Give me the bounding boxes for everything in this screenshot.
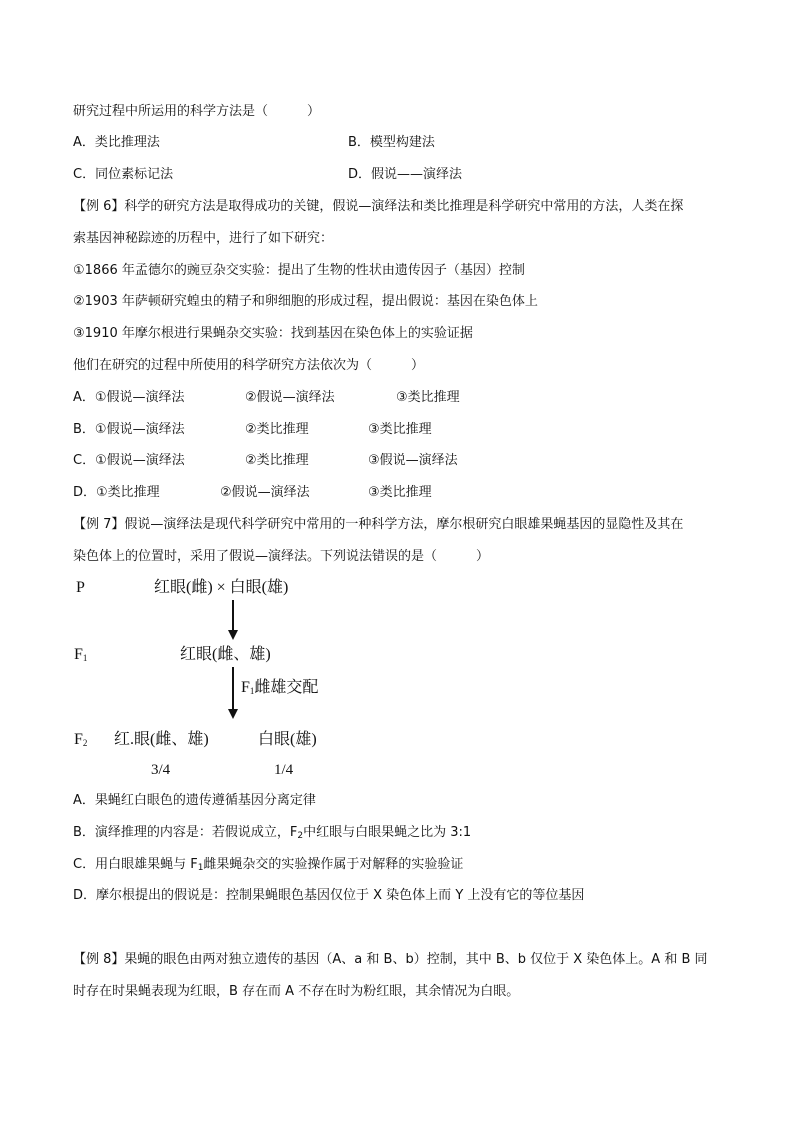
q8-stem-line2: 时存在时果蝇表现为红眼，B 存在而 A 不存在时为粉红眼，其余情况为白眼。: [73, 984, 520, 999]
q6-item-2: ②1903 年萨顿研究蝗虫的精子和卵细胞的形成过程，提出假说：基因在染色体上: [73, 294, 538, 309]
q5-option-a: A．类比推理法: [73, 135, 160, 150]
diagram-p-label: P: [76, 579, 85, 596]
q5-option-b: B．模型构建法: [348, 135, 435, 150]
diagram-f1-text: 红眼(雌、雄): [180, 646, 271, 663]
q6-option-a: A．①假说—演绎法: [73, 390, 185, 405]
q6-stem-line2: 索基因神秘踪迹的历程中，进行了如下研究：: [73, 231, 334, 246]
q7-option-c: C．用白眼雄果蝇与 $F_1$雌果蝇杂交的实验操作属于对解释的实验验证: [73, 857, 464, 873]
diagram-arrow-1-head: [228, 630, 238, 640]
q6-option-c-part2: ②类比推理: [245, 453, 309, 468]
diagram-f1-label: $F_1$: [74, 646, 88, 663]
q6-option-a-part3: ③类比推理: [396, 390, 460, 405]
q7-stem-line1: 【例 7】假说—演绎法是现代科学研究中常用的一种科学方法，摩尔根研究白眼雄果蝇基因的显隐性及其在: [73, 517, 684, 532]
diagram-f2-label: $F_2$: [74, 731, 88, 748]
q5-option-c: C．同位素标记法: [73, 167, 174, 182]
q6-option-d-part3: ③类比推理: [368, 485, 432, 500]
q6-option-d: D．①类比推理: [73, 485, 160, 500]
diagram-arrow-2: [232, 667, 234, 711]
q6-item-1: ①1866 年孟德尔的豌豆杂交实验：提出了生物的性状由遗传因子（基因）控制: [73, 263, 525, 278]
diagram-f2-white: 白眼(雄): [258, 731, 317, 748]
q6-option-d-part2: ②假说—演绎法: [220, 485, 310, 500]
q6-stem-line1: 【例 6】科学的研究方法是取得成功的关键，假说—演绎法和类比推理是科学研究中常用的方法，人类在探: [73, 199, 684, 214]
q6-option-b: B．①假说—演绎法: [73, 422, 185, 437]
q6-item-3: ③1910 年摩尔根进行果蝇杂交实验：找到基因在染色体上的实验证据: [73, 326, 473, 341]
q6-option-c-part3: ③假说—演绎法: [368, 453, 458, 468]
diagram-arrow-1: [232, 600, 234, 632]
q6-option-b-part2: ②类比推理: [245, 422, 309, 437]
diagram-mating-label: $F_1$雌雄交配: [241, 679, 319, 696]
q5-stem: 研究过程中所运用的科学方法是（ ）: [73, 104, 321, 119]
q8-stem-line1: 【例 8】果蝇的眼色由两对独立遗传的基因（A、a 和 B、b）控制，其中 B、b 仅位于 X 染色体上。A 和 B 同: [73, 952, 708, 967]
q7-option-b: B．演绎推理的内容是：若假说成立，$F_2$中红眼与白眼果蝇之比为 3:1: [73, 825, 472, 841]
diagram-ratio-white: 1/4: [274, 762, 294, 778]
q7-stem-line2: 染色体上的位置时，采用了假说—演绎法。下列说法错误的是（ ）: [73, 549, 490, 564]
q6-question: 他们在研究的过程中所使用的科学研究方法依次为（ ）: [73, 358, 425, 373]
diagram-ratio-red: 3/4: [151, 762, 171, 778]
diagram-arrow-2-head: [228, 709, 238, 719]
q6-option-a-part2: ②假说—演绎法: [245, 390, 335, 405]
q6-option-b-part3: ③类比推理: [368, 422, 432, 437]
diagram-f2-red: 红.眼(雌、雄): [114, 731, 209, 748]
q6-option-c: C．①假说—演绎法: [73, 453, 185, 468]
q7-option-d: D．摩尔根提出的假说是：控制果蝇眼色基因仅位于 X 染色体上而 Y 上没有它的等位基因: [73, 888, 585, 903]
diagram-p-cross: 红眼(雌) × 白眼(雄): [154, 579, 289, 596]
q5-option-d: D．假说——演绎法: [348, 167, 463, 182]
q7-option-a: A．果蝇红白眼色的遗传遵循基因分离定律: [73, 793, 316, 808]
